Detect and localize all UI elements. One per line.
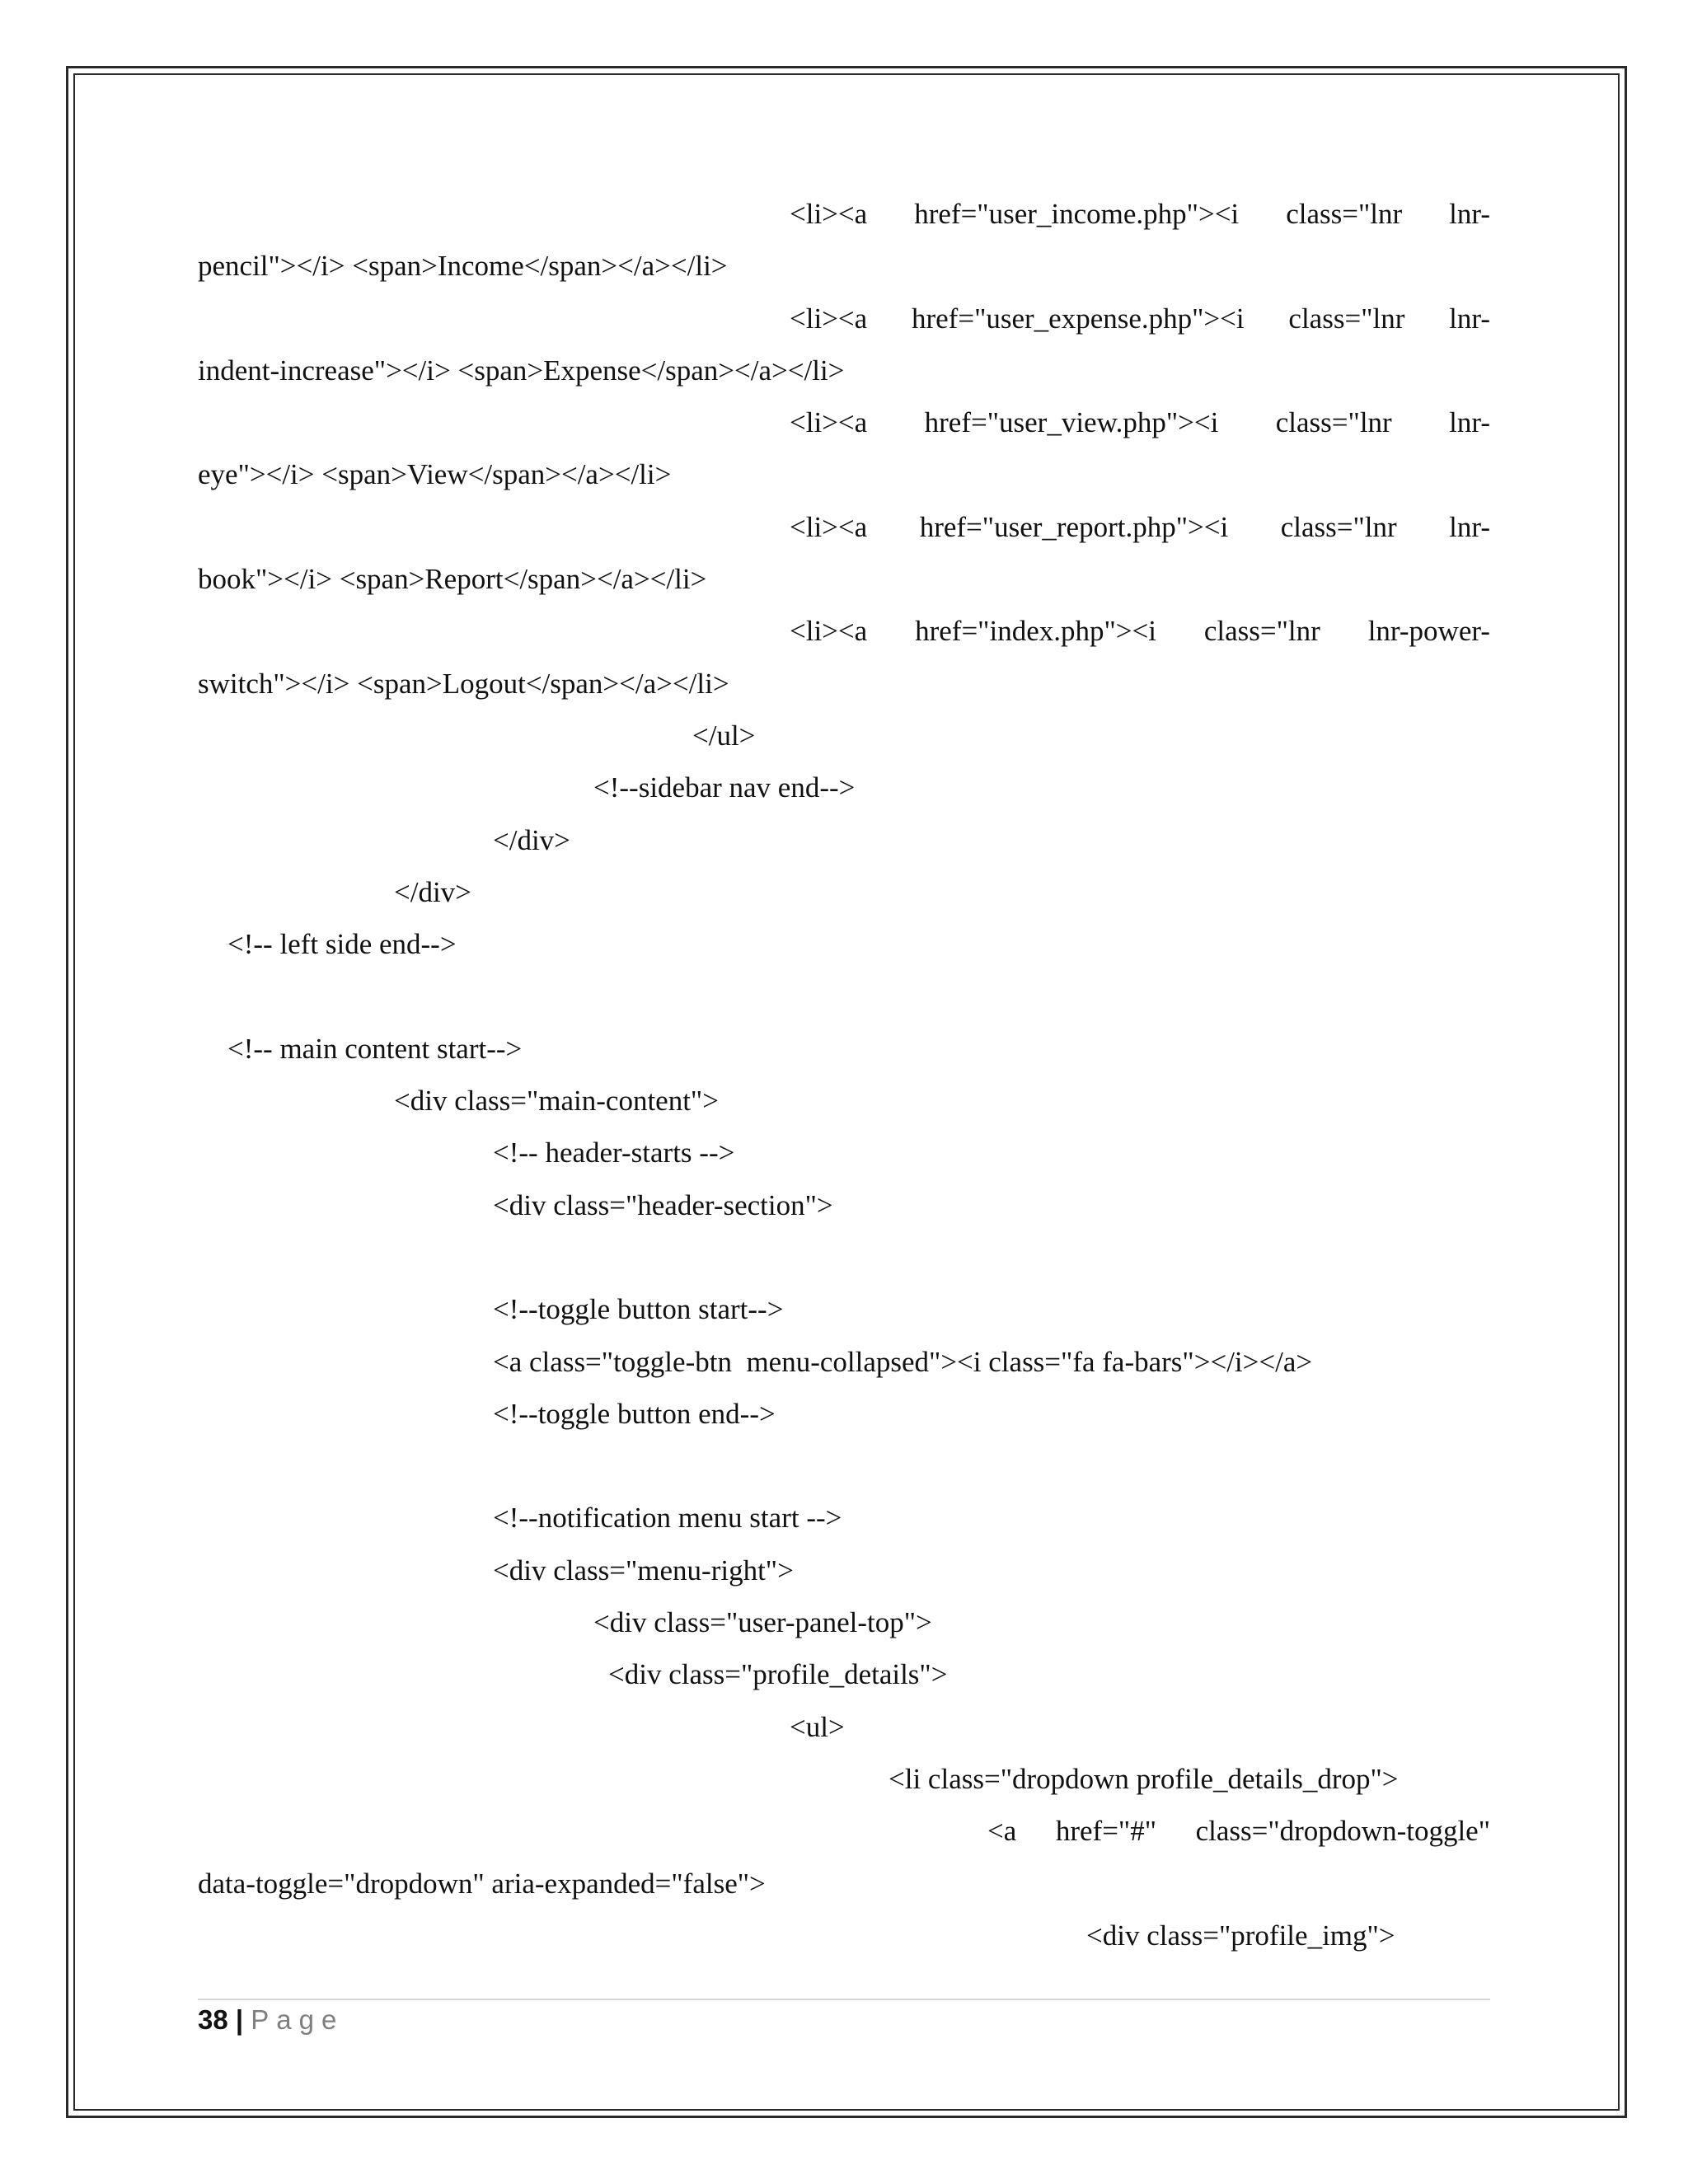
code-token: <li><a [790, 302, 868, 335]
code-token: lnr- [1449, 302, 1490, 335]
code-line: <div class="profile_details"> [608, 1658, 948, 1691]
code-token: <li><a [790, 615, 868, 648]
code-token: class="lnr [1275, 406, 1392, 439]
page-number: 38 [198, 2004, 228, 2035]
code-listing [198, 188, 1490, 1961]
code-line [198, 1440, 1490, 1492]
code-line: <div class="user-panel-top"> [593, 1606, 932, 1639]
code-token: <li><a [790, 406, 868, 439]
code-line: </div> [493, 823, 570, 856]
footer-separator: | [227, 2004, 251, 2035]
code-token: <a [987, 1815, 1017, 1848]
code-line [198, 605, 1490, 657]
code-line [198, 293, 1490, 344]
code-line: </ul> [692, 719, 756, 752]
code-line: </div> [394, 875, 471, 908]
code-line: data-toggle="dropdown" aria-expanded="false"> [198, 1867, 766, 1900]
code-line: <!--toggle button end--> [493, 1397, 776, 1430]
code-line: <!-- header-starts --> [493, 1137, 735, 1169]
code-line: <div class="header-section"> [493, 1188, 833, 1221]
code-line: pencil"></i> <span>Income</span></a></li> [198, 250, 728, 283]
code-line [198, 1805, 1490, 1857]
code-token: class="lnr [1203, 615, 1320, 648]
code-token: class="lnr [1286, 198, 1403, 230]
code-line: <!--toggle button start--> [493, 1293, 784, 1326]
code-line [198, 188, 1490, 240]
code-line: <a class="toggle-btn menu-collapsed"><i class="fa fa-bars"></i></a> [493, 1345, 1313, 1378]
code-line [198, 501, 1490, 553]
code-line: indent-increase"></i> <span>Expense</span></a></li> [198, 354, 845, 387]
code-token: lnr-power- [1367, 615, 1490, 648]
code-line: <!-- main content start--> [227, 1032, 523, 1065]
code-line: switch"></i> <span>Logout</span></a></li> [198, 667, 729, 700]
page-footer [198, 2004, 344, 2036]
code-token: href="user_view.php"><i [924, 406, 1219, 439]
code-token: class="lnr [1288, 302, 1405, 335]
code-token: class="dropdown-toggle" [1195, 1815, 1490, 1848]
code-line: <div class="menu-right"> [493, 1554, 794, 1586]
code-token: <li><a [790, 198, 868, 230]
code-line: book"></i> <span>Report</span></a></li> [198, 563, 707, 596]
code-token: href="user_income.php"><i [914, 198, 1240, 230]
code-token: class="lnr [1280, 510, 1397, 543]
code-token: href="#" [1055, 1815, 1157, 1848]
code-token: lnr- [1449, 406, 1490, 439]
code-token: <li><a [790, 510, 868, 543]
code-line: eye"></i> <span>View</span></a></li> [198, 458, 672, 491]
code-line: <ul> [790, 1710, 845, 1743]
code-line: <div class="main-content"> [394, 1085, 719, 1118]
code-line: <div class="profile_img"> [1086, 1919, 1395, 1952]
code-line: <!--notification menu start --> [493, 1502, 842, 1535]
code-token: href="index.php"><i [915, 615, 1156, 648]
code-line [198, 1231, 1490, 1283]
page-label: Page [251, 2004, 345, 2035]
code-line [198, 396, 1490, 448]
code-line: <!--sidebar nav end--> [593, 771, 856, 804]
code-line: <!-- left side end--> [227, 928, 457, 961]
code-line [198, 970, 1490, 1022]
code-token: href="user_expense.php"><i [911, 302, 1245, 335]
code-line: <li class="dropdown profile_details_drop"> [889, 1762, 1399, 1795]
footer-rule [198, 1999, 1490, 2000]
code-token: lnr- [1449, 510, 1490, 543]
code-token: href="user_report.php"><i [919, 510, 1229, 543]
code-token: lnr- [1449, 198, 1490, 230]
